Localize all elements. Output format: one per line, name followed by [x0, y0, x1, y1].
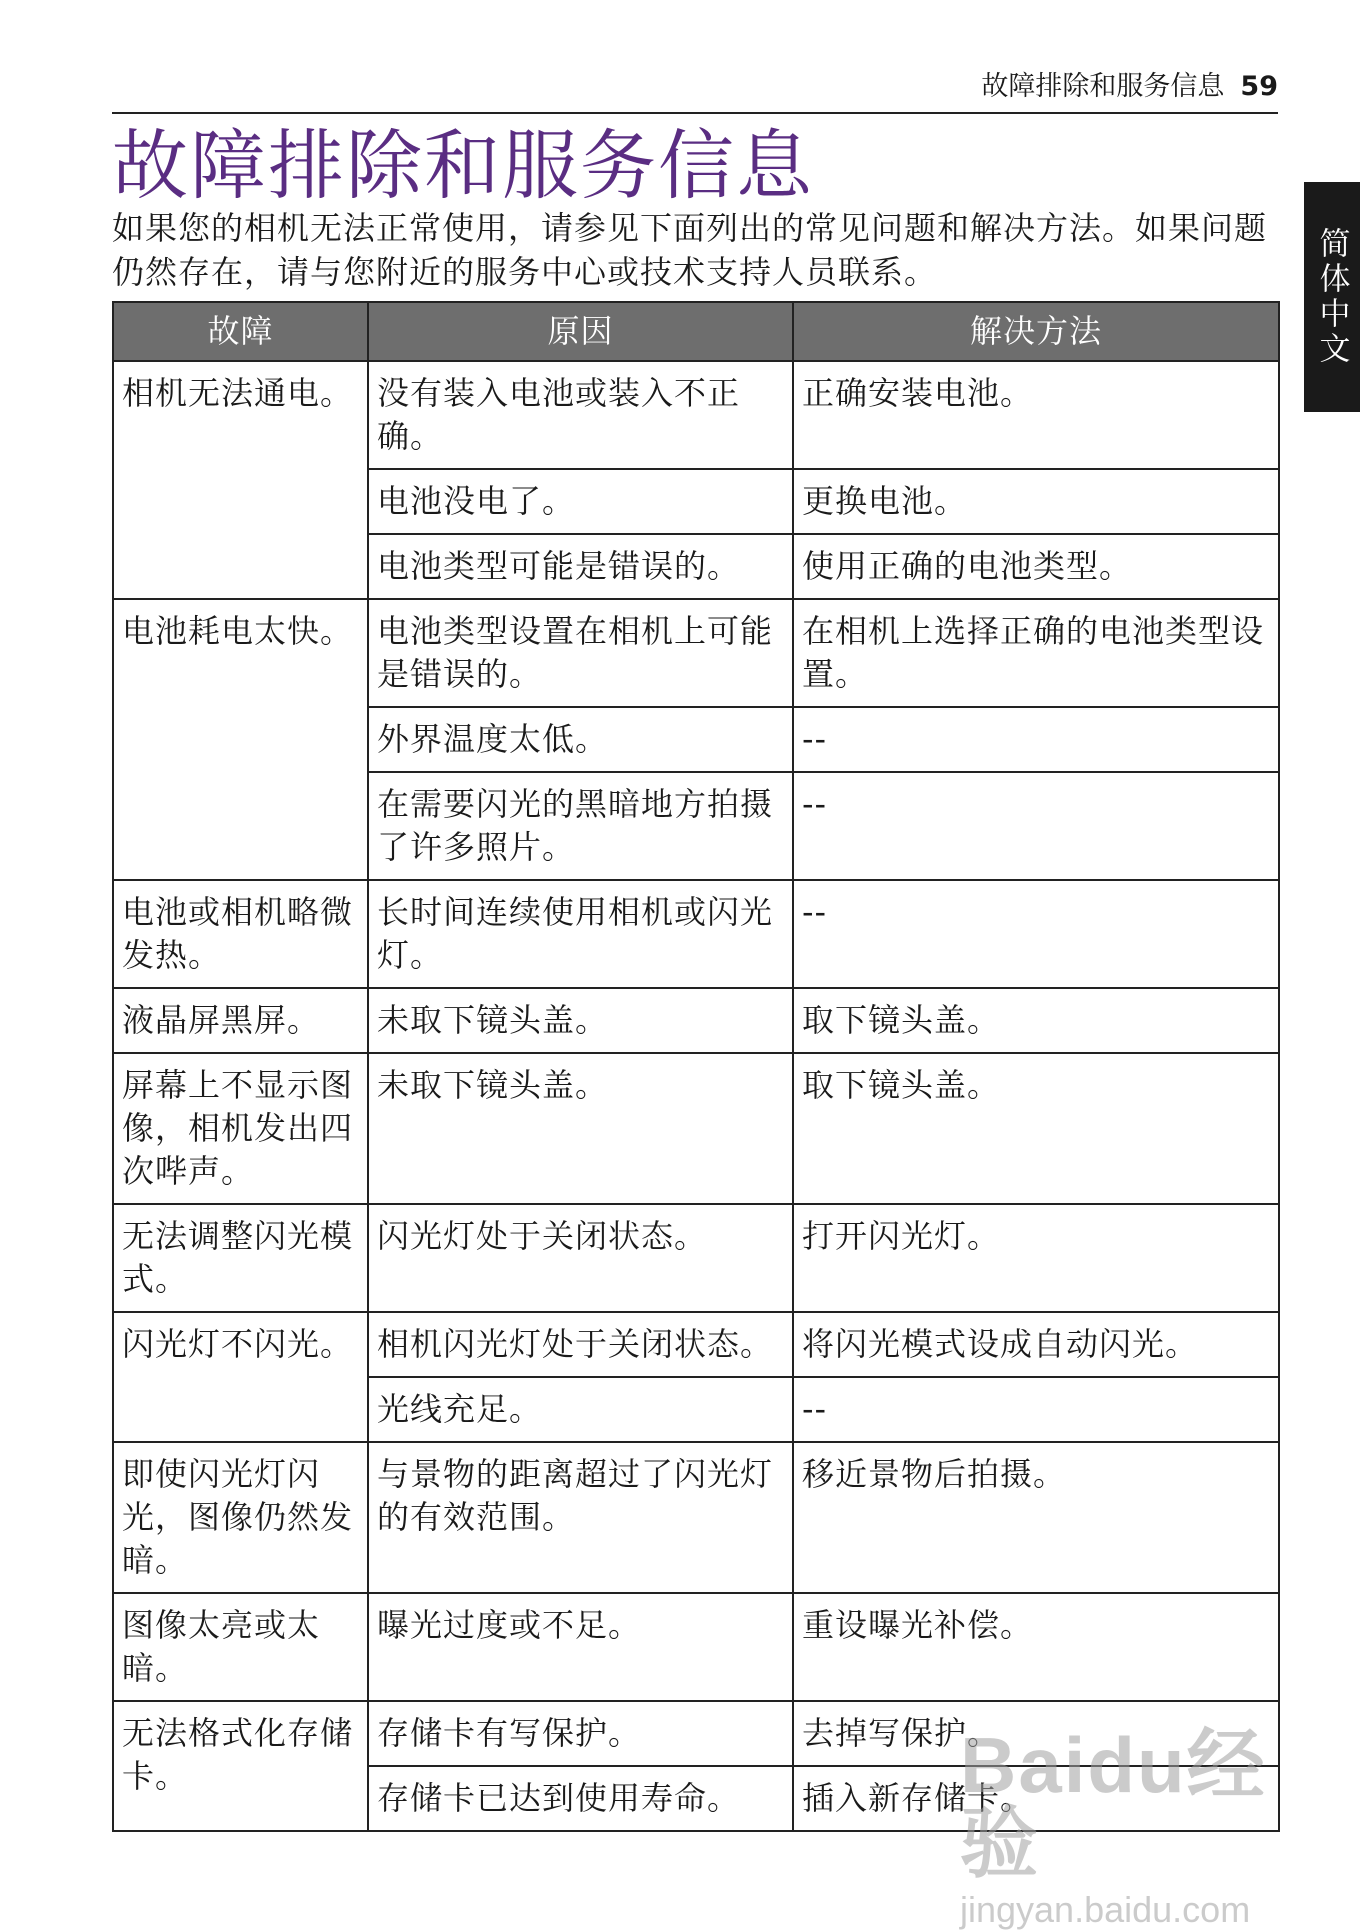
cause-cell: 光线充足。	[368, 1377, 793, 1442]
solution-cell: --	[793, 772, 1279, 880]
table-header-row	[113, 302, 1279, 361]
problem-cell: 相机无法通电。	[113, 361, 368, 599]
cause-cell: 没有装入电池或装入不正确。	[368, 361, 793, 469]
page-title: 故障排除和服务信息	[112, 121, 814, 210]
cause-cell: 长时间连续使用相机或闪光灯。	[368, 880, 793, 988]
language-side-tab: 简体中文	[1304, 182, 1360, 412]
solution-cell: --	[793, 1377, 1279, 1442]
problem-cell: 电池耗电太快。	[113, 599, 368, 880]
table-row	[113, 361, 1279, 469]
problem-cell: 即使闪光灯闪光，图像仍然发暗。	[113, 1442, 368, 1593]
running-header	[112, 66, 1278, 114]
cause-cell: 电池没电了。	[368, 469, 793, 534]
problem-cell: 图像太亮或太暗。	[113, 1593, 368, 1701]
table-row	[113, 1053, 1279, 1204]
table-row	[113, 1442, 1279, 1593]
cause-cell: 存储卡有写保护。	[368, 1701, 793, 1766]
cause-cell: 相机闪光灯处于关闭状态。	[368, 1312, 793, 1377]
page-number: 59	[1240, 70, 1278, 102]
solution-cell: --	[793, 880, 1279, 988]
troubleshooting-table	[112, 301, 1280, 1832]
problem-cell: 无法调整闪光模式。	[113, 1204, 368, 1312]
solution-cell: --	[793, 707, 1279, 772]
problem-cell: 电池或相机略微发热。	[113, 880, 368, 988]
watermark-url: jingyan.baidu.com	[960, 1889, 1251, 1930]
table-row	[113, 988, 1279, 1053]
solution-cell: 移近景物后拍摄。	[793, 1442, 1279, 1593]
table-row	[113, 880, 1279, 988]
solution-cell: 取下镜头盖。	[793, 988, 1279, 1053]
table-row	[113, 1593, 1279, 1701]
solution-cell: 打开闪光灯。	[793, 1204, 1279, 1312]
solution-cell: 取下镜头盖。	[793, 1053, 1279, 1204]
column-header-solution: 解决方法	[793, 302, 1279, 361]
cause-cell: 未取下镜头盖。	[368, 1053, 793, 1204]
cause-cell: 与景物的距离超过了闪光灯的有效范围。	[368, 1442, 793, 1593]
cause-cell: 在需要闪光的黑暗地方拍摄了许多照片。	[368, 772, 793, 880]
cause-cell: 未取下镜头盖。	[368, 988, 793, 1053]
solution-cell: 重设曝光补偿。	[793, 1593, 1279, 1701]
problem-cell: 闪光灯不闪光。	[113, 1312, 368, 1442]
table-row	[113, 1701, 1279, 1766]
table-header	[113, 302, 1279, 361]
running-header-section: 故障排除和服务信息	[981, 70, 1225, 102]
cause-cell: 曝光过度或不足。	[368, 1593, 793, 1701]
table-body	[113, 361, 1279, 1831]
intro-paragraph: 如果您的相机无法正常使用，请参见下面列出的常见问题和解决方法。如果问题仍然存在，请与您附近的服务中心或技术支持人员联系。	[112, 209, 1268, 291]
cause-cell: 电池类型设置在相机上可能是错误的。	[368, 599, 793, 707]
column-header-problem: 故障	[113, 302, 368, 361]
problem-cell: 液晶屏黑屏。	[113, 988, 368, 1053]
cause-cell: 电池类型可能是错误的。	[368, 534, 793, 599]
column-header-cause: 原因	[368, 302, 793, 361]
solution-cell: 正确安装电池。	[793, 361, 1279, 469]
table-row	[113, 1312, 1279, 1377]
solution-cell: 插入新存储卡。	[793, 1766, 1279, 1831]
solution-cell: 使用正确的电池类型。	[793, 534, 1279, 599]
solution-cell: 去掉写保护。	[793, 1701, 1279, 1766]
watermark-logo: Baidu经验	[960, 1721, 1267, 1887]
problem-cell: 无法格式化存储卡。	[113, 1701, 368, 1831]
cause-cell: 闪光灯处于关闭状态。	[368, 1204, 793, 1312]
cause-cell: 存储卡已达到使用寿命。	[368, 1766, 793, 1831]
cause-cell: 外界温度太低。	[368, 707, 793, 772]
table-row	[113, 1204, 1279, 1312]
solution-cell: 在相机上选择正确的电池类型设置。	[793, 599, 1279, 707]
table-row	[113, 599, 1279, 707]
solution-cell: 更换电池。	[793, 469, 1279, 534]
solution-cell: 将闪光模式设成自动闪光。	[793, 1312, 1279, 1377]
problem-cell: 屏幕上不显示图像，相机发出四次哔声。	[113, 1053, 368, 1204]
